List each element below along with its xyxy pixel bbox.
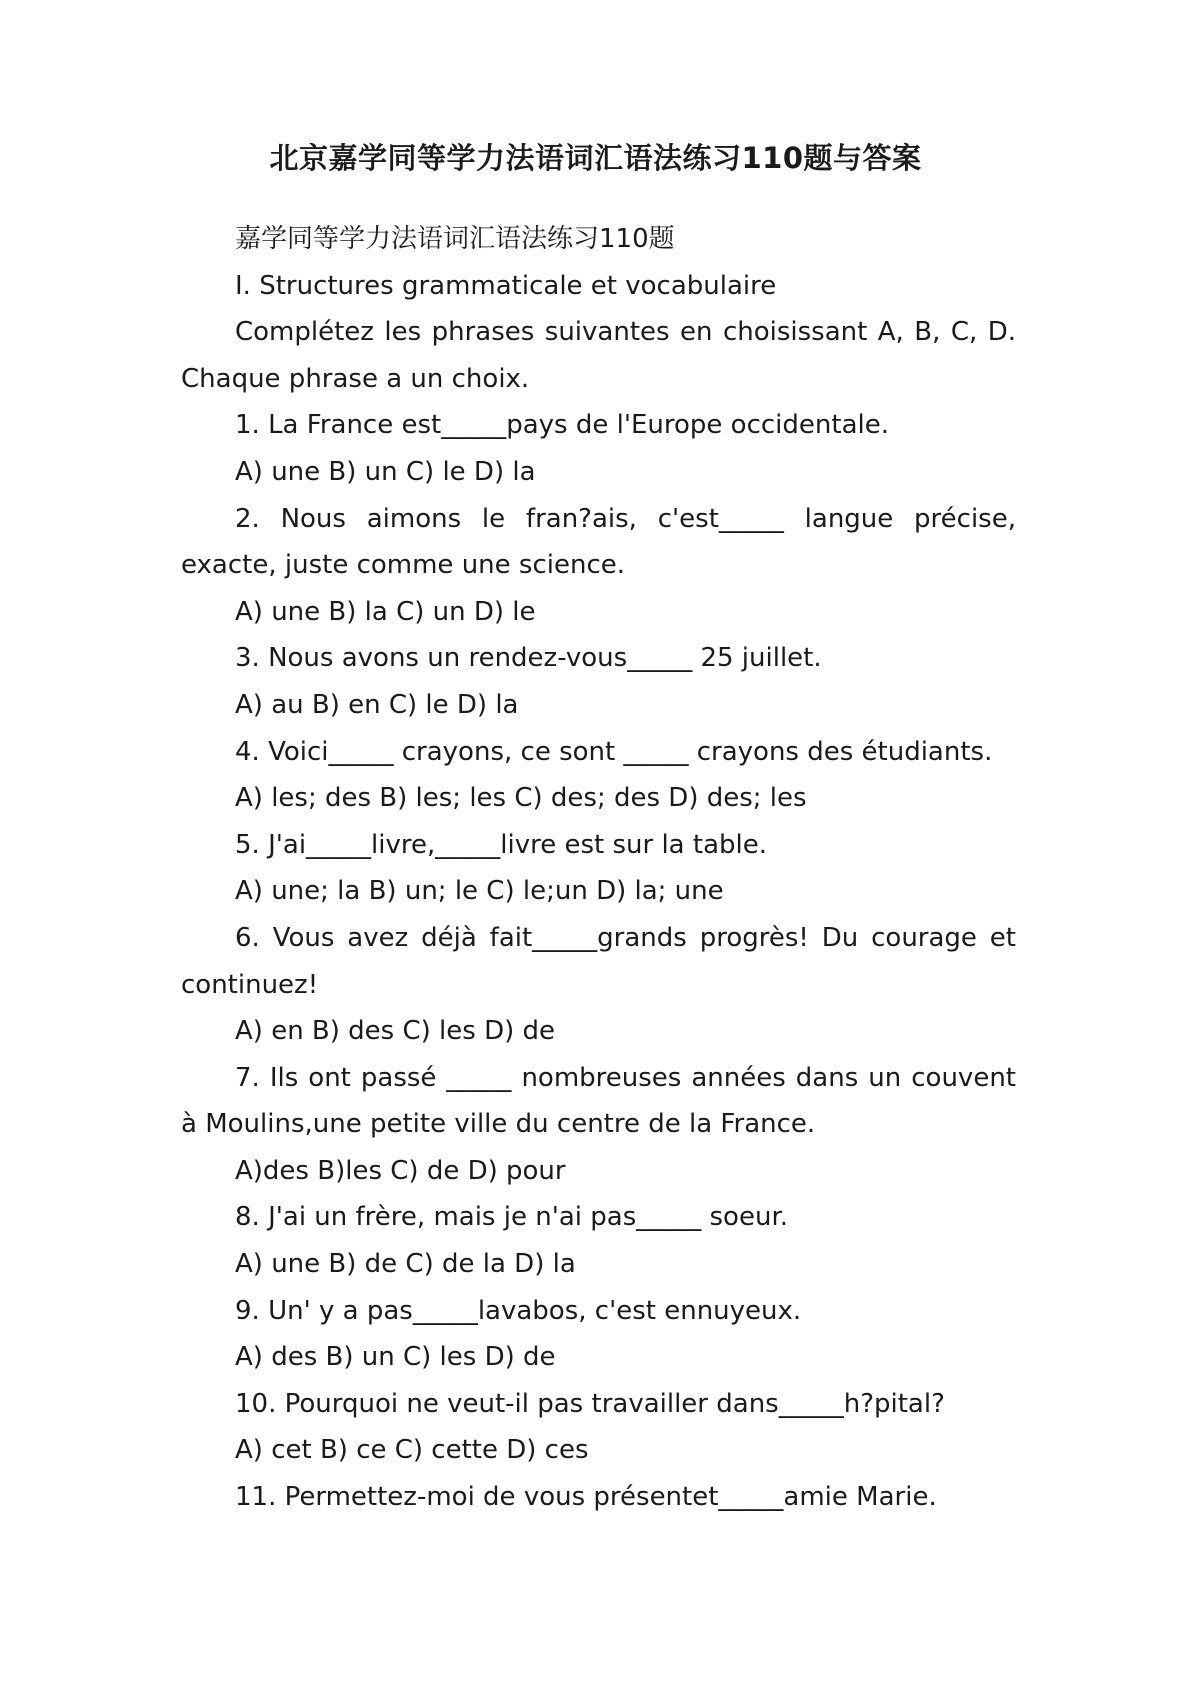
- question-1: 1. La France est_____pays de l'Europe occidentale.: [235, 410, 889, 441]
- question-6-options: A) en B) des C) les D) de: [235, 1016, 556, 1047]
- question-7: 7. Ils ont passé _____ nombreuses années dans un couvent à Moulins,une petite ville du centre de la France.: [181, 1062, 1016, 1140]
- question-9-options: A) des B) un C) les D) de: [235, 1342, 556, 1373]
- question-10: 10. Pourquoi ne veut-il pas travailler dans_____h?pital?: [235, 1388, 945, 1419]
- question-1-options: A) une B) un C) le D) la: [235, 456, 536, 487]
- document-body: [181, 216, 1016, 1521]
- question-11: 11. Permettez-moi de vous présentet_____amie Marie.: [235, 1482, 937, 1513]
- question-10-options: A) cet B) ce C) cette D) ces: [235, 1435, 589, 1466]
- subtitle: 嘉学同等学力法语词汇语法练习110题: [235, 224, 675, 254]
- question-7-options: A)des B)les C) de D) pour: [235, 1155, 566, 1186]
- question-5-options: A) une; la B) un; le C) le;un D) la; une: [235, 876, 724, 907]
- question-4-options: A) les; des B) les; les C) des; des D) des; les: [235, 783, 807, 814]
- question-2: 2. Nous aimons le fran?ais, c'est_____ langue précise, exacte, juste comme une science.: [181, 503, 1016, 581]
- question-3: 3. Nous avons un rendez-vous_____ 25 juillet.: [235, 643, 822, 674]
- question-2-options: A) une B) la C) un D) le: [235, 596, 536, 627]
- question-3-options: A) au B) en C) le D) la: [235, 689, 519, 720]
- question-5: 5. J'ai_____livre,_____livre est sur la table.: [235, 829, 767, 860]
- document-title: 北京嘉学同等学力法语词汇语法练习110题与答案: [269, 141, 922, 175]
- question-4: 4. Voici_____ crayons, ce sont _____ crayons des étudiants.: [235, 736, 993, 767]
- question-8-options: A) une B) de C) de la D) la: [235, 1249, 576, 1280]
- instructions: Complétez les phrases suivantes en choisissant A, B, C, D. Chaque phrase a un choix.: [181, 317, 1016, 394]
- question-6: 6. Vous avez déjà fait_____grands progrès! Du courage et continuez!: [181, 922, 1016, 1000]
- question-8: 8. J'ai un frère, mais je n'ai pas_____ soeur.: [235, 1202, 789, 1233]
- question-9: 9. Un' y a pas_____lavabos, c'est ennuyeux.: [235, 1295, 802, 1326]
- section-heading: I. Structures grammaticale et vocabulaire: [235, 270, 777, 301]
